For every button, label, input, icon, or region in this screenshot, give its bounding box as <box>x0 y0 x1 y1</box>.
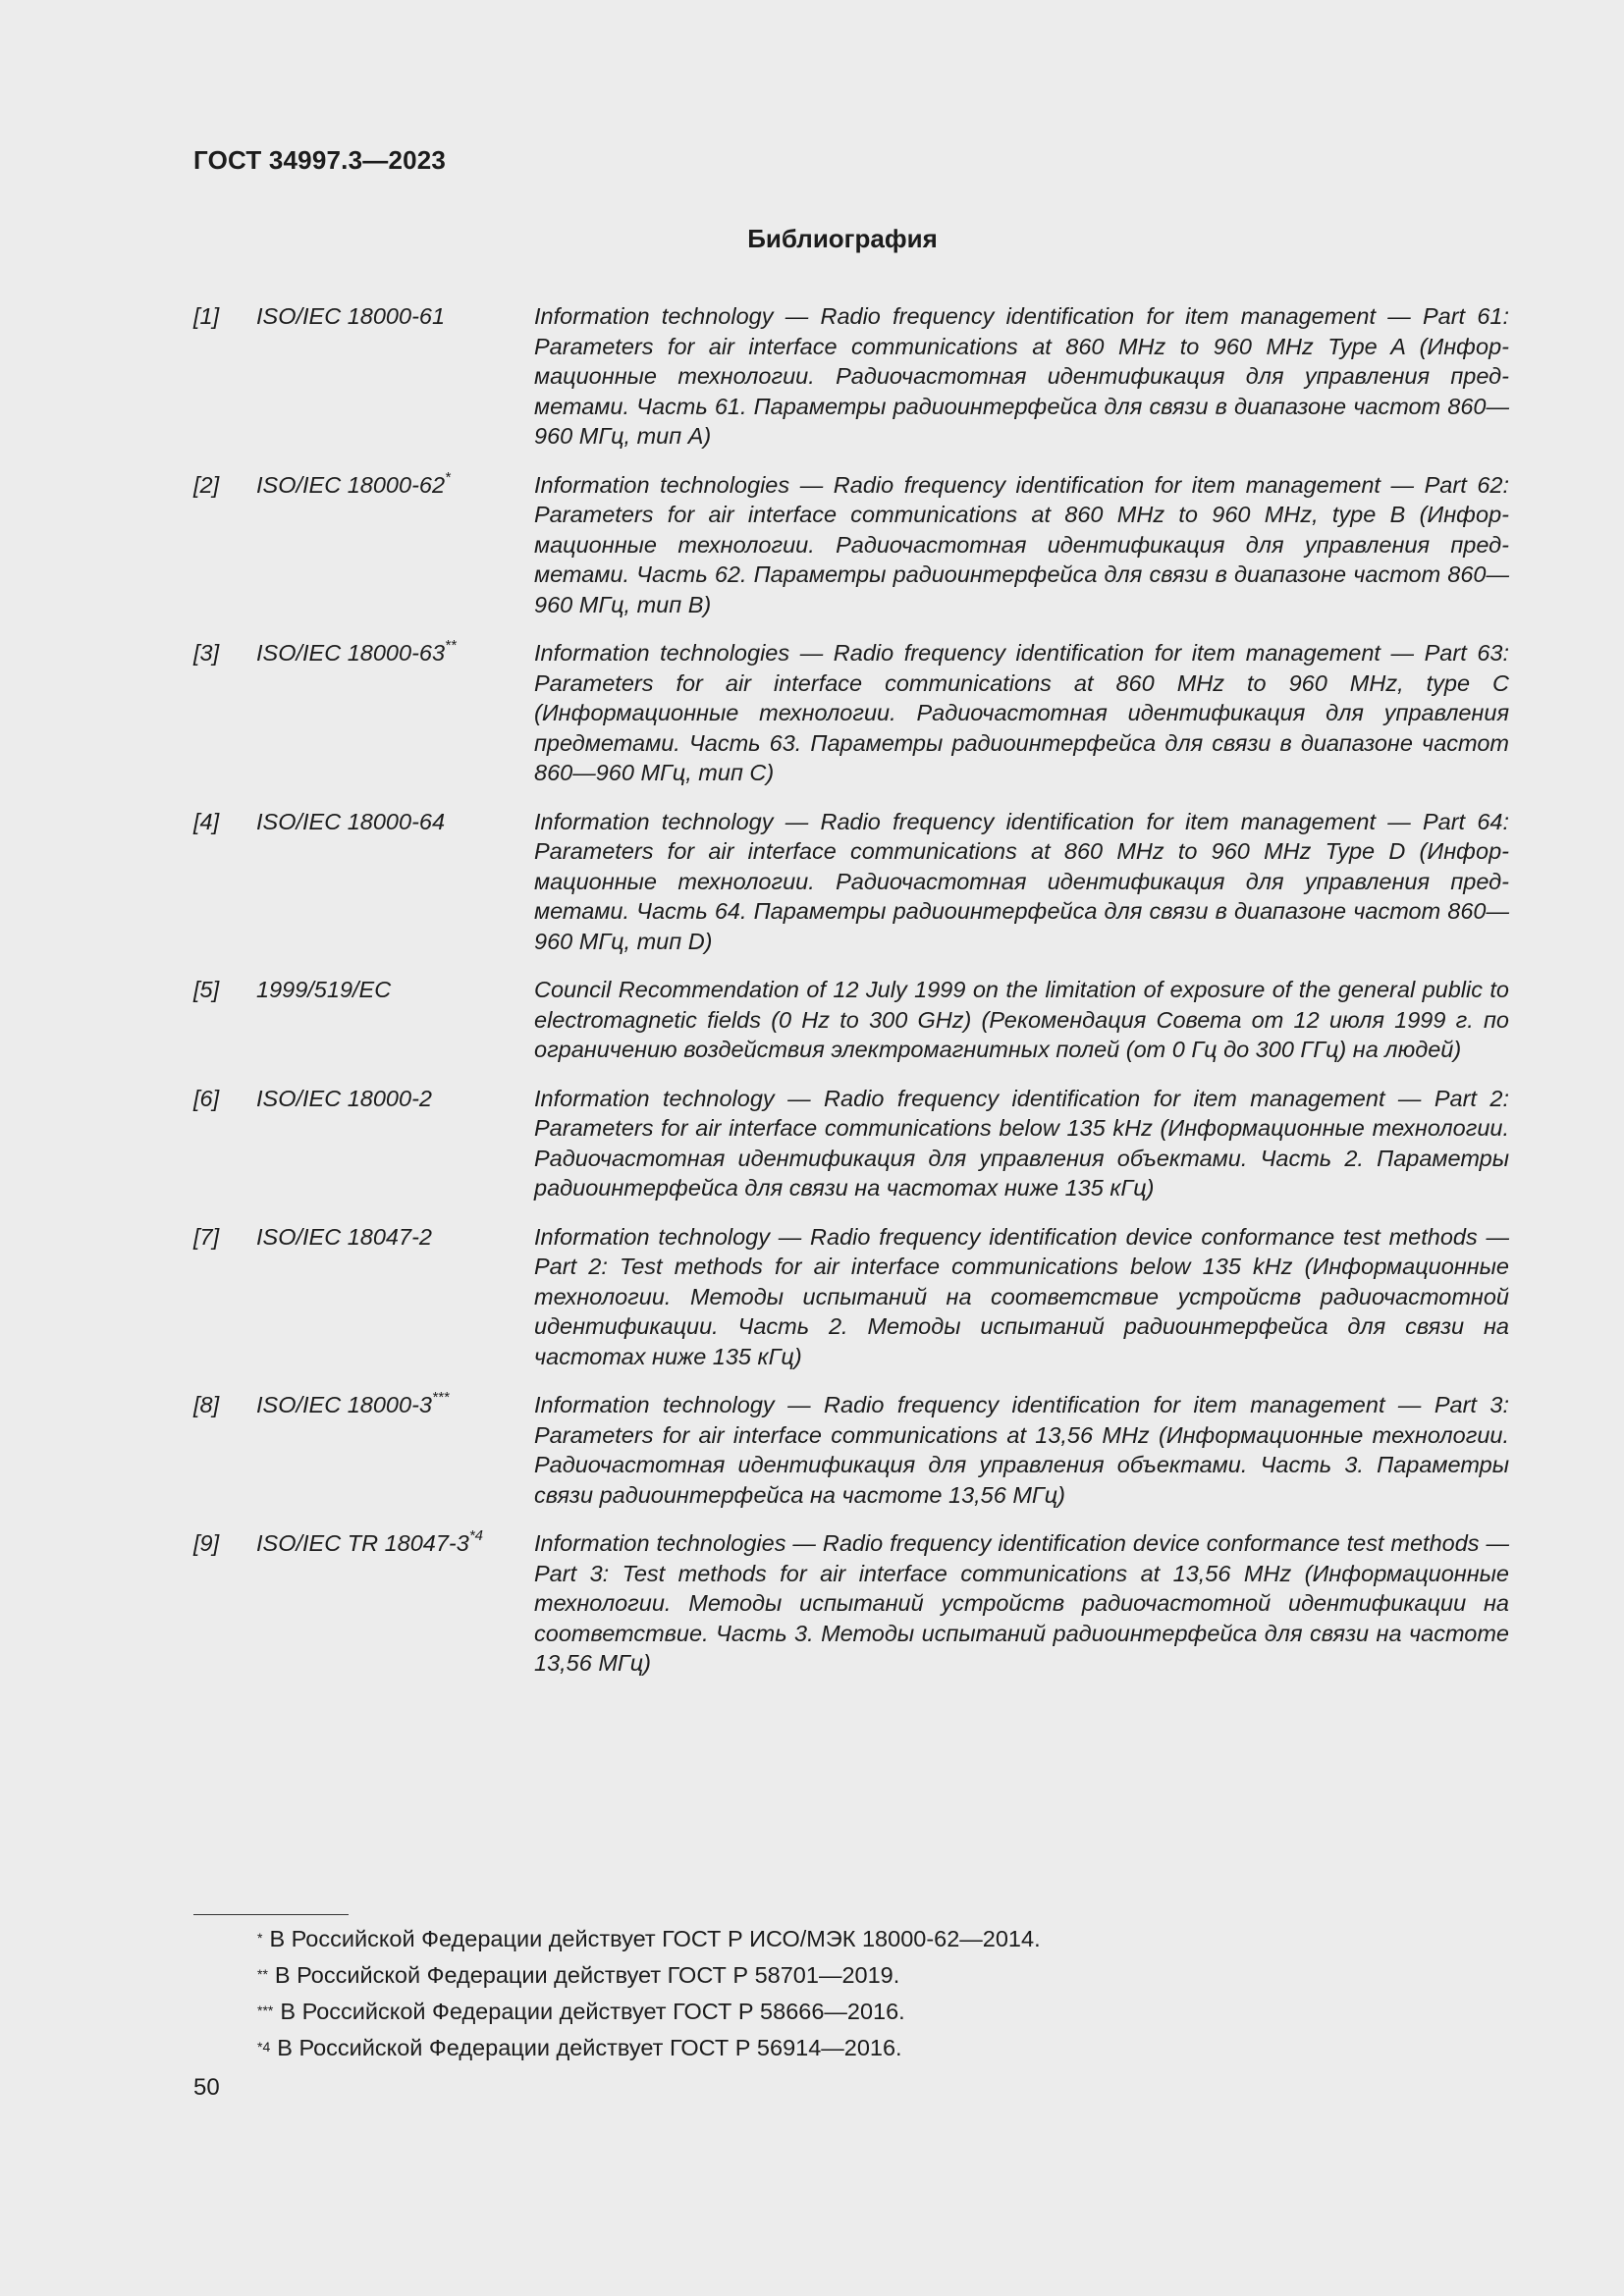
standard-code-text: ISO/IEC 18000-64 <box>256 808 446 834</box>
entry-number: [5] <box>193 977 220 1002</box>
bibliography-entry-3 <box>193 638 1509 788</box>
standard-code-text: ISO/IEC 18000-62 <box>256 471 446 498</box>
standard-code <box>256 807 445 837</box>
footnote-1 <box>257 1921 1041 1957</box>
bibliography-list <box>193 301 1509 1697</box>
footnote-4 <box>257 2030 1041 2066</box>
bibliography-entry-5 <box>193 975 1509 1065</box>
footnote-marker: ** <box>257 1966 268 1982</box>
bibliography-entry-4 <box>193 807 1509 957</box>
standard-code-text: ISO/IEC 18000-63 <box>256 640 446 666</box>
entry-number: [6] <box>193 1085 220 1111</box>
entry-description: Information technology — Radio frequency identification for item management — Part 2: Parameters for air interface communications below 135 kHz (Информационные технологии. Радиочастотная идентификация для управления объектами. Часть 2. Параметры радиоинтерфейса для связи на частотах ниже 135 кГц) <box>534 1085 1509 1201</box>
entry-number: [8] <box>193 1392 220 1417</box>
footnote-text: В Российской Федерации действует ГОСТ Р ИСО/МЭК 18000-62—2014. <box>269 1926 1041 1951</box>
footnotes <box>257 1921 1041 2066</box>
bibliography-entry-6 <box>193 1084 1509 1203</box>
standard-code-text: ISO/IEC 18047-2 <box>256 1223 432 1250</box>
standard-code <box>256 975 391 1005</box>
standard-code <box>256 638 457 668</box>
bibliography-entry-9 <box>193 1528 1509 1679</box>
standard-code <box>256 301 445 332</box>
entry-description: Information technologies — Radio frequency identification device conformance test methods — Part 3: Test methods for air interface communications at 13,56 MHz (Информационные технологии. Методы испытаний устройств радиочастотной идентификации на соответствие. Часть 3. Методы испытаний радиоинтерфейса для связи на частоте 13,56 МГц) <box>534 1530 1509 1676</box>
page-number: 50 <box>193 2074 220 2101</box>
footnote-text: В Российской Федерации действует ГОСТ Р 58666—2016. <box>280 1999 905 2024</box>
footnote-2 <box>257 1957 1041 1994</box>
entry-number: [3] <box>193 640 220 666</box>
section-title: Библиография <box>747 224 938 253</box>
footnote-marker: *4 <box>257 2039 271 2055</box>
standard-code <box>256 1528 483 1559</box>
entry-number: [1] <box>193 303 220 329</box>
entry-description: Information technologies — Radio frequency identification for item management — Part 63: Parameters for air interface communications at 860 MHz to 960 MHz, type C (Информационные технологии. Радиочастотная идентификация для управления предметами. Часть 63. Параметры радиоинтерфейса для связи в диапазоне частот 860—960 МГц, тип С) <box>534 640 1509 785</box>
footnote-text: В Российской Федерации действует ГОСТ Р 56914—2016. <box>277 2035 902 2060</box>
footnote-marker: * <box>257 1930 263 1946</box>
footnote-3 <box>257 1994 1041 2030</box>
standard-code <box>256 1084 432 1114</box>
entry-description: Information technology — Radio frequency identification device conformance test methods — Part 2: Test methods for air interface communications below 135 kHz (Информационные технологии. Методы испытаний на соответствие устройств радиочастотной идентификации. Часть 2. Методы испытаний радиоинтерфейса для связи на частотах ниже 135 кГц) <box>534 1223 1509 1369</box>
footnote-mark: *** <box>431 1389 450 1407</box>
standard-code-text: ISO/IEC TR 18047-3 <box>256 1530 469 1556</box>
footnote-marker: *** <box>257 2002 274 2018</box>
standard-code-text: ISO/IEC 18000-2 <box>256 1085 432 1111</box>
footnote-mark: *4 <box>468 1527 484 1545</box>
entry-description: Information technologies — Radio frequency identification for item management — Part 62: Parameters for air interface communications at 860 MHz to 960 MHz, type B (Информационные технологии. Радиочастотная идентификация для управления предметами. Часть 62. Параметры радиоинтерфейса для связи в диапазоне частот 860—960 МГц, тип В) <box>534 471 1509 617</box>
entry-description: Information technology — Radio frequency identification for item management — Part 3: Parameters for air interface communications at 13,56 MHz (Информационные технологии. Радиочастотная идентификация для управления объектами. Часть 3. Параметры связи радиоинтерфейса на частоте 13,56 МГц) <box>534 1392 1509 1508</box>
standard-code <box>256 470 451 501</box>
entry-number: [7] <box>193 1223 220 1250</box>
entry-description: Information technology — Radio frequency identification for item management — Part 64: Parameters for air interface communications at 860 MHz to 960 MHz Type D (Информационные технологии. Радиочастотная идентификация для управления предметами. Часть 64. Параметры радиоинтерфейса для связи в диапазоне частот 860—960 МГц, тип D) <box>534 808 1509 954</box>
standard-code-text: 1999/519/EC <box>256 977 392 1002</box>
standard-code-text: ISO/IEC 18000-61 <box>256 303 446 329</box>
standard-code <box>256 1222 432 1253</box>
footnote-text: В Российской Федерации действует ГОСТ Р 58701—2019. <box>274 1962 900 1988</box>
footnote-mark: ** <box>445 637 457 655</box>
bibliography-entry-2 <box>193 470 1509 620</box>
bibliography-entry-1 <box>193 301 1509 452</box>
bibliography-entry-7 <box>193 1222 1509 1372</box>
entry-number: [9] <box>193 1530 220 1556</box>
footnote-mark: * <box>445 468 451 486</box>
document-header: ГОСТ 34997.3—2023 <box>193 145 447 175</box>
standard-code <box>256 1390 449 1420</box>
footnote-divider <box>193 1914 349 1915</box>
entry-number: [2] <box>193 471 220 498</box>
standard-code-text: ISO/IEC 18000-3 <box>256 1392 432 1417</box>
entry-description: Information technology — Radio frequency identification for item management — Part 61: Parameters for air interface communications at 860 MHz to 960 MHz Type A (Информационные технологии. Радиочастотная идентификация для управления предметами. Часть 61. Параметры радиоинтерфейса для связи в диапазоне частот 860—960 МГц, тип А) <box>534 303 1509 449</box>
bibliography-entry-8 <box>193 1390 1509 1510</box>
entry-number: [4] <box>193 808 220 834</box>
entry-description: Council Recommendation of 12 July 1999 on the limitation of exposure of the general public to electromagnetic fields (0 Hz to 300 GHz) (Рекомендация Совета от 12 июля 1999 г. по ограничению воздействия электромагнитных полей (от 0 Гц до 300 ГГц) на людей) <box>534 977 1509 1062</box>
